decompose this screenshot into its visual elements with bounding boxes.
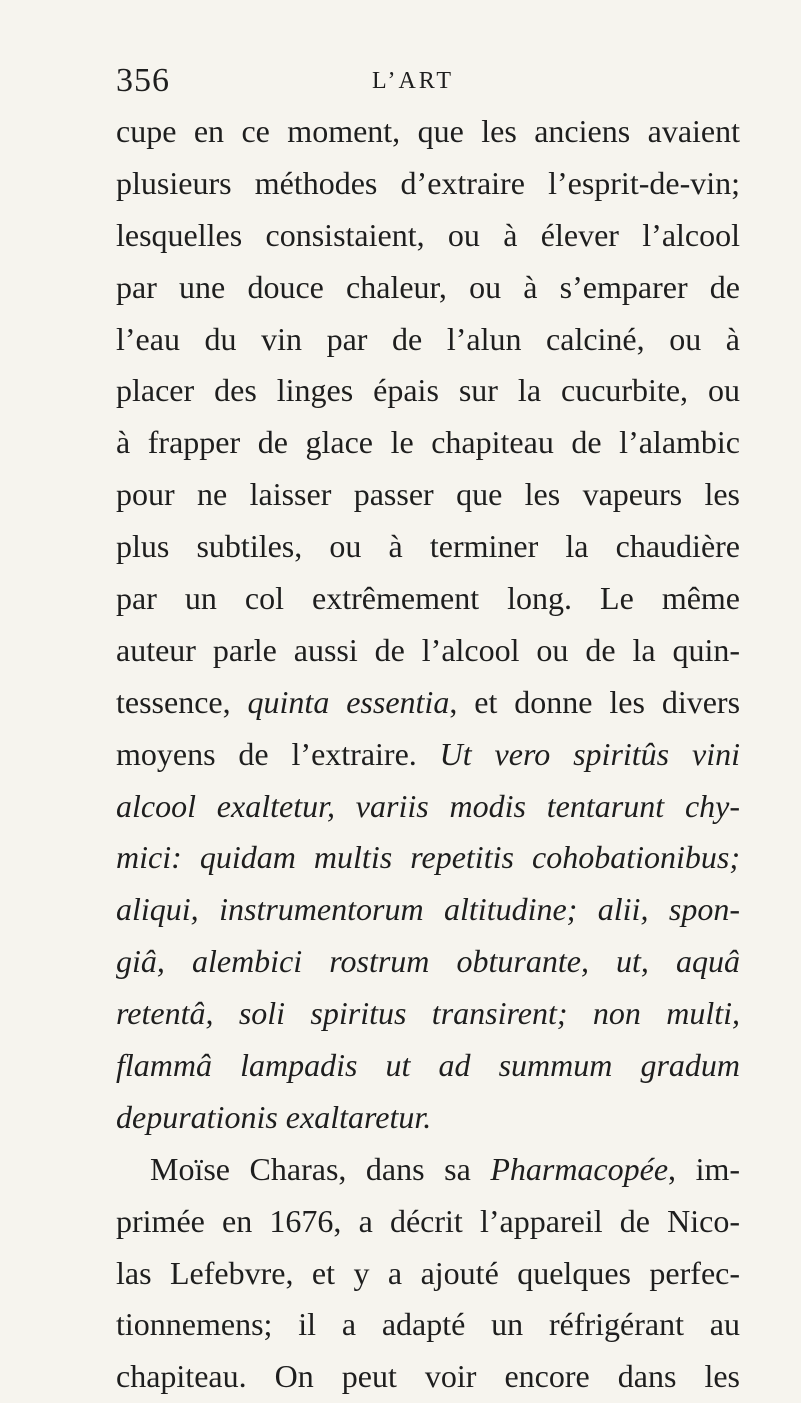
text-run: , et donne les divers — [449, 683, 741, 720]
text-run: par une douce chaleur, ou à s’emparer de — [116, 268, 740, 305]
text-run: à frapper de glace le chapiteau de l’alambic — [116, 424, 740, 461]
text-line — [116, 1144, 740, 1196]
text-line — [116, 625, 740, 677]
text-run: Moïse Charas, dans sa — [150, 1150, 491, 1187]
text-run: auteur parle aussi de l’alcool ou de la quin- — [116, 631, 740, 668]
text-run: moyens de l’extraire. — [116, 735, 440, 772]
text-line — [116, 677, 740, 729]
italic-text: alcool exaltetur, variis modis tentarunt chy- — [116, 787, 740, 824]
text-line — [116, 1248, 740, 1300]
italic-text: Ut vero spiritûs vini — [439, 735, 741, 772]
text-run: las Lefebvre, et y a ajouté quelques perfec- — [116, 1254, 740, 1291]
text-line — [116, 1299, 740, 1351]
italic-text: depurationis exaltaretur. — [116, 1098, 432, 1135]
text-line — [116, 417, 740, 469]
text-run: placer des linges épais sur la cucurbite, ou — [116, 372, 740, 409]
text-run: pour ne laisser passer que les vapeurs les — [116, 476, 740, 513]
text-run: lesquelles consistaient, ou à élever l’alcool — [116, 216, 740, 253]
italic-text: aliqui, instrumentorum altitudine; alii, spon- — [116, 891, 740, 928]
text-line — [116, 1040, 740, 1092]
italic-text: retentâ, soli spiritus transirent; non multi, — [116, 995, 740, 1032]
text-line — [116, 106, 740, 158]
text-run: par un col extrêmement long. Le même — [116, 580, 740, 617]
italic-text: flammâ lampadis ut ad summum gradum — [116, 1047, 740, 1084]
running-title: L’ART — [372, 68, 455, 94]
running-head — [116, 62, 736, 102]
italic-text: giâ, alembici rostrum obturante, ut, aquâ — [116, 943, 740, 980]
page-number: 356 — [116, 62, 170, 99]
text-run: chapiteau. On peut voir encore dans les — [116, 1358, 740, 1395]
text-run: l’eau du vin par de l’alun calciné, ou à — [116, 320, 740, 357]
text-line — [116, 781, 740, 833]
text-line — [116, 573, 740, 625]
text-line — [116, 365, 740, 417]
text-run: tessence, — [116, 683, 248, 720]
text-line — [116, 158, 740, 210]
text-line — [116, 884, 740, 936]
text-line — [116, 988, 740, 1040]
text-line — [116, 936, 740, 988]
text-run: , im- — [668, 1150, 741, 1187]
text-run: plus subtiles, ou à terminer la chaudière — [116, 528, 740, 565]
text-line — [116, 729, 740, 781]
italic-text: mici: quidam multis repetitis cohobationibus; — [116, 839, 740, 876]
text-run: primée en 1676, a décrit l’appareil de Nico- — [116, 1202, 740, 1239]
text-line — [116, 1092, 740, 1144]
italic-text: quinta essentia — [247, 683, 450, 720]
text-line — [116, 1351, 740, 1403]
text-line — [116, 469, 740, 521]
text-line — [116, 521, 740, 573]
text-line — [116, 210, 740, 262]
text-run: plusieurs méthodes d’extraire l’esprit-de-vin; — [116, 164, 740, 201]
text-run: tionnemens; il a adapté un réfrigérant au — [116, 1306, 740, 1343]
text-run: cupe en ce moment, que les anciens avaient — [116, 113, 740, 149]
text-line — [116, 1196, 740, 1248]
italic-text: Pharmacopée — [490, 1150, 669, 1187]
body-text — [116, 106, 740, 1403]
text-line — [116, 832, 740, 884]
text-line — [116, 314, 740, 366]
text-line — [116, 262, 740, 314]
